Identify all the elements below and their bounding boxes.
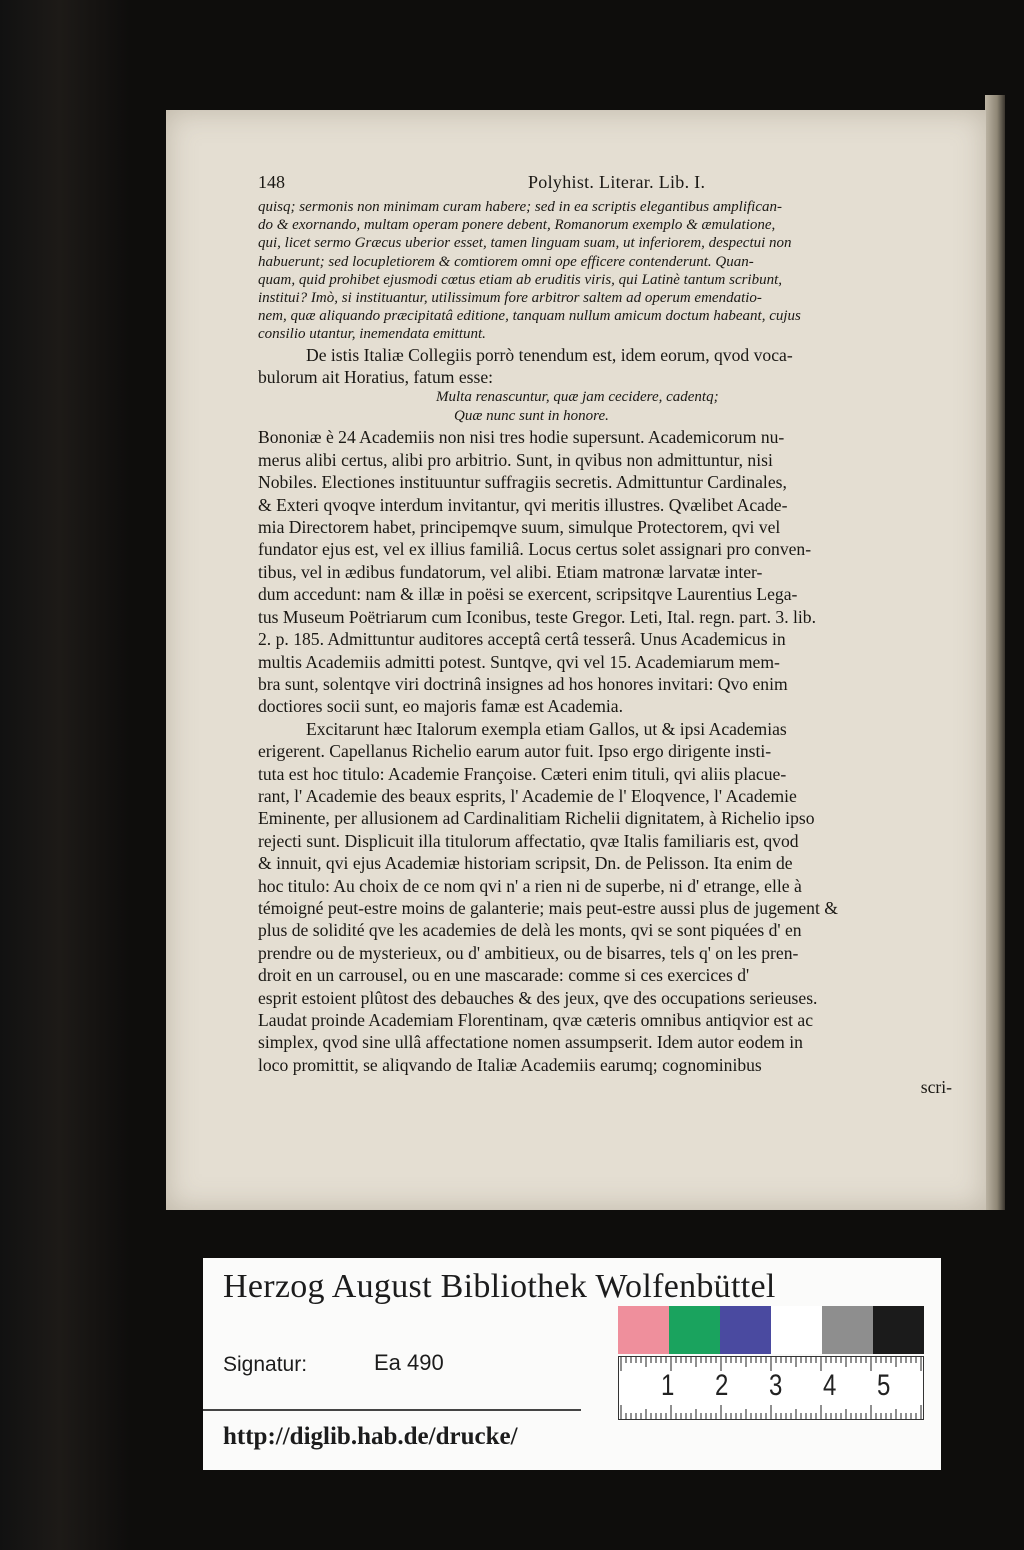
text-line: multis Academiis admitti potest. Suntqve, qvi vel 15. Academiarum mem-: [258, 651, 780, 672]
paragraph: [258, 426, 958, 717]
ruler-number: 3: [769, 1368, 783, 1403]
running-title: Polyhist. Literar. Lib. I.: [528, 172, 706, 192]
text-line: merus alibi certus, alibi pro arbitrio. Sunt, in qvibus non admittuntur, nisi: [258, 449, 773, 470]
text-line: rant, l' Academie des beaux esprits, l' Academie de l' Eloqvence, l' Academie: [258, 785, 797, 806]
text-line: Laudat proinde Academiam Florentinam, qvæ cæteris omnibus antiqvior est ac: [258, 1010, 814, 1030]
library-name: Herzog August Bibliothek Wolfenbüttel: [223, 1268, 776, 1305]
text-line: Nobiles. Electiones instituuntur suffragiis secretis. Admittuntur Cardinales,: [258, 472, 787, 493]
ruler-number: 5: [877, 1368, 891, 1403]
text-line: doctiores socii sunt, eo majoris famæ est Academia.: [258, 696, 623, 717]
text-line: Eminente, per allusionem ad Cardinalitiam Richelii dignitatem, à Richelio ipso: [258, 808, 815, 829]
text-line: Bononiæ è 24 Academiis non nisi tres hodie supersunt. Academicorum nu-: [258, 427, 785, 448]
catchword: scri-: [920, 1077, 952, 1098]
text-line: qui, licet sermo Græcus uberior esset, tamen linguam suam, ut inferiorem, despectui non: [258, 235, 792, 252]
text-line: loco promittit, se aliqvando de Italiæ Academiis earumq; cognominibus: [258, 1054, 762, 1075]
page-number: 148: [258, 172, 285, 192]
text-line: rejecti sunt. Displicuit illa titulorum affectatio, qvæ Italis familiaris est, qvod: [258, 830, 799, 851]
text-line: quisq; sermonis non minimam curam habere; sed in ea scriptis elegantibus amplifican-: [258, 199, 782, 215]
page-edge: [985, 95, 1005, 1210]
text-line: nem, quæ aliquando præcipitatâ editione, tanquam nullum amicum doctum habeant, cujus: [258, 308, 801, 325]
text-line: & innuit, qvi ejus Academiæ historiam scripsit, Dn. de Pelisson. Ita enim de: [258, 853, 793, 874]
text-line: mia Directorem habet, principemqve suum, simulque Protectorem, qvi vel: [258, 517, 781, 538]
text-line: dum accedunt: nam & illæ in poësi se exercent, scripsitqve Laurentius Lega-: [258, 584, 798, 605]
card-divider: [203, 1409, 581, 1411]
color-swatch: [822, 1306, 873, 1354]
text-line: erigerent. Capellanus Richelio earum autor fuit. Ipso ergo dirigente insti-: [258, 741, 772, 762]
text-line: tuta est hoc titulo: Academie Françoise. Cæteri enim tituli, qvi aliis placue-: [258, 763, 787, 784]
text-line: & Exteri qvoqve interdum invitantur, qvi meritis illustres. Qvælibet Acade-: [258, 494, 788, 515]
color-swatch: [669, 1306, 720, 1354]
page-header: [258, 172, 958, 198]
text-line: do & exornando, multam operam ponere debent, Romanorum exemplo & æmulatione,: [258, 217, 776, 234]
text-line: fundator ejus est, vel ex illius familiâ. Locus certus solet assignari pro conven-: [258, 539, 812, 560]
text-line: simplex, qvod sine ullâ affectatione nomen assumpserit. Idem autor eodem in: [258, 1032, 803, 1053]
signature-value: Ea 490: [374, 1350, 444, 1375]
color-swatch: [720, 1306, 771, 1354]
page-text: [258, 172, 958, 1099]
text-line: consilio utantur, inemendata emittunt.: [258, 326, 486, 343]
ruler-number: 4: [823, 1368, 837, 1403]
text-line: habuerunt; sed locupletiorem & comtiorem omni ope efficere contenderunt. Quan-: [258, 253, 754, 270]
text-line: plus de solidité qve les academies de delà les monts, qvi se sont piquées d' en: [258, 920, 802, 941]
color-swatch: [771, 1306, 822, 1354]
text-line: hoc titulo: Au choix de ce nom qvi n' a rien ni de superbe, ni d' etrange, elle à: [258, 875, 802, 896]
book-page: [166, 110, 986, 1210]
paragraph: [258, 344, 958, 389]
ruler-number: 1: [661, 1368, 675, 1403]
color-calibration-chart: [618, 1306, 924, 1354]
text-line: Excitarunt hæc Italorum exempla etiam Gallos, ut & ipsi Academias: [306, 718, 787, 739]
text-line: bulorum ait Horatius, fatum esse:: [258, 367, 494, 388]
italic-block: [258, 198, 958, 344]
text-line: bra sunt, solentqve viri doctrinâ insignes ad hos honores invitari: Qvo enim: [258, 673, 788, 694]
text-line: quam, quid prohibet ejusmodi cœtus etiam ab eruditis viris, qui Latinè tantum scribunt,: [258, 271, 783, 288]
text-line: tus Museum Poëtriarum cum Iconibus, teste Gregor. Leti, Ital. regn. part. 3. lib.: [258, 606, 816, 627]
ruler-number: 2: [715, 1368, 729, 1403]
text-line: tibus, vel in ædibus fundatorum, vel alibi. Etiam matronæ larvatæ inter-: [258, 561, 763, 582]
color-swatch: [618, 1306, 669, 1354]
signature-label: Signatur:: [223, 1353, 308, 1376]
library-card: [203, 1258, 941, 1470]
text-line: prendre ou de mysterieux, ou d' ambitieux, ou de bisarres, tels q' on les pren-: [258, 942, 799, 963]
text-line: institui? Imò, si instituantur, utilissimum fore arbitror saltem ad operum emendatio-: [258, 290, 762, 307]
library-url: http://diglib.hab.de/drucke/: [223, 1423, 518, 1450]
scale-ruler: [618, 1356, 924, 1420]
verse-quote: [258, 388, 958, 426]
verse-line: Multa renascuntur, quæ jam cecidere, cadentq;: [436, 389, 719, 406]
text-line: témoigné peut-estre moins de galanterie; mais peut-estre aussi plus de jugement &: [258, 897, 838, 918]
text-line: esprit estoient plûtost des debauches & des jeux, qve des occupations serieuses.: [258, 987, 818, 1008]
verse-line: Quæ nunc sunt in honore.: [454, 408, 609, 425]
paragraph: [258, 718, 958, 1099]
text-line: De istis Italiæ Collegiis porrò tenendum est, idem eorum, qvod voca-: [306, 344, 793, 365]
text-line: 2. p. 185. Admittuntur auditores acceptâ certâ tesserâ. Unus Academicus in: [258, 629, 786, 650]
text-line: droit en un carrousel, ou en une mascarade: comme si ces exercices d': [258, 965, 750, 986]
color-swatch: [873, 1306, 924, 1354]
